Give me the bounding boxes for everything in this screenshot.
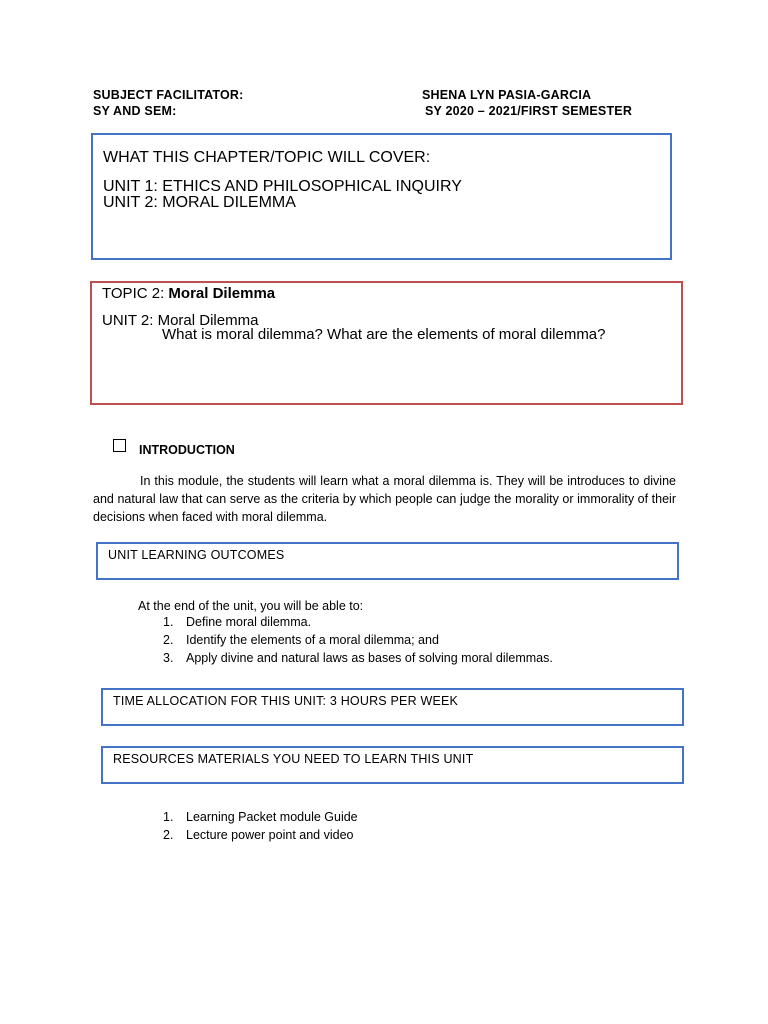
introduction-body: In this module, the students will learn what a moral dilemma is. They will be introduces to divine and natural law that can serve as the criteria by which people can judge the morality or immorality of their decisions when faced with moral dilemma.	[93, 474, 676, 524]
topic-name: Moral Dilemma	[168, 285, 276, 302]
topic-unit: UNIT 2: Moral Dilemma	[102, 312, 259, 329]
topic-prefix: TOPIC 2:	[102, 285, 169, 302]
outcomes-heading: UNIT LEARNING OUTCOMES	[108, 548, 285, 562]
list-item: 2. Identify the elements of a moral dilemma; and	[163, 633, 439, 647]
topic-box	[90, 281, 683, 405]
list-item: 3. Apply divine and natural laws as bases of solving moral dilemmas.	[163, 651, 553, 665]
sem-value: SY 2020 – 2021/FIRST SEMESTER	[425, 104, 633, 118]
checkbox-icon[interactable]	[113, 439, 126, 452]
topic-title	[102, 285, 275, 302]
introduction-heading: INTRODUCTION	[139, 443, 235, 457]
resources-heading: RESOURCES MATERIALS YOU NEED TO LEARN THIS UNIT	[113, 752, 474, 766]
topic-question: What is moral dilemma? What are the elements of moral dilemma?	[162, 326, 606, 343]
time-allocation-box	[101, 688, 684, 726]
resources-list	[163, 808, 358, 844]
cover-unit-2: UNIT 2: MORAL DILEMMA	[103, 194, 296, 211]
chapter-cover-box	[91, 133, 672, 260]
outcomes-lead: At the end of the unit, you will be able to:	[138, 599, 364, 613]
cover-title: WHAT THIS CHAPTER/TOPIC WILL COVER:	[103, 149, 431, 166]
facilitator-value: SHENA LYN PASIA-GARCIA	[422, 88, 592, 102]
outcomes-list	[163, 613, 553, 667]
outcomes-box	[96, 542, 679, 580]
resources-box	[101, 746, 684, 784]
list-item: 1. Learning Packet module Guide	[163, 810, 358, 824]
list-item: 2. Lecture power point and video	[163, 828, 354, 842]
list-item: 1. Define moral dilemma.	[163, 615, 312, 629]
sem-label: SY AND SEM:	[93, 104, 177, 118]
time-allocation-label: TIME ALLOCATION FOR THIS UNIT: 3 HOURS PER WEEK	[113, 694, 459, 708]
facilitator-label: SUBJECT FACILITATOR:	[93, 88, 244, 102]
cover-unit-1: UNIT 1: ETHICS AND PHILOSOPHICAL INQUIRY	[103, 178, 462, 195]
